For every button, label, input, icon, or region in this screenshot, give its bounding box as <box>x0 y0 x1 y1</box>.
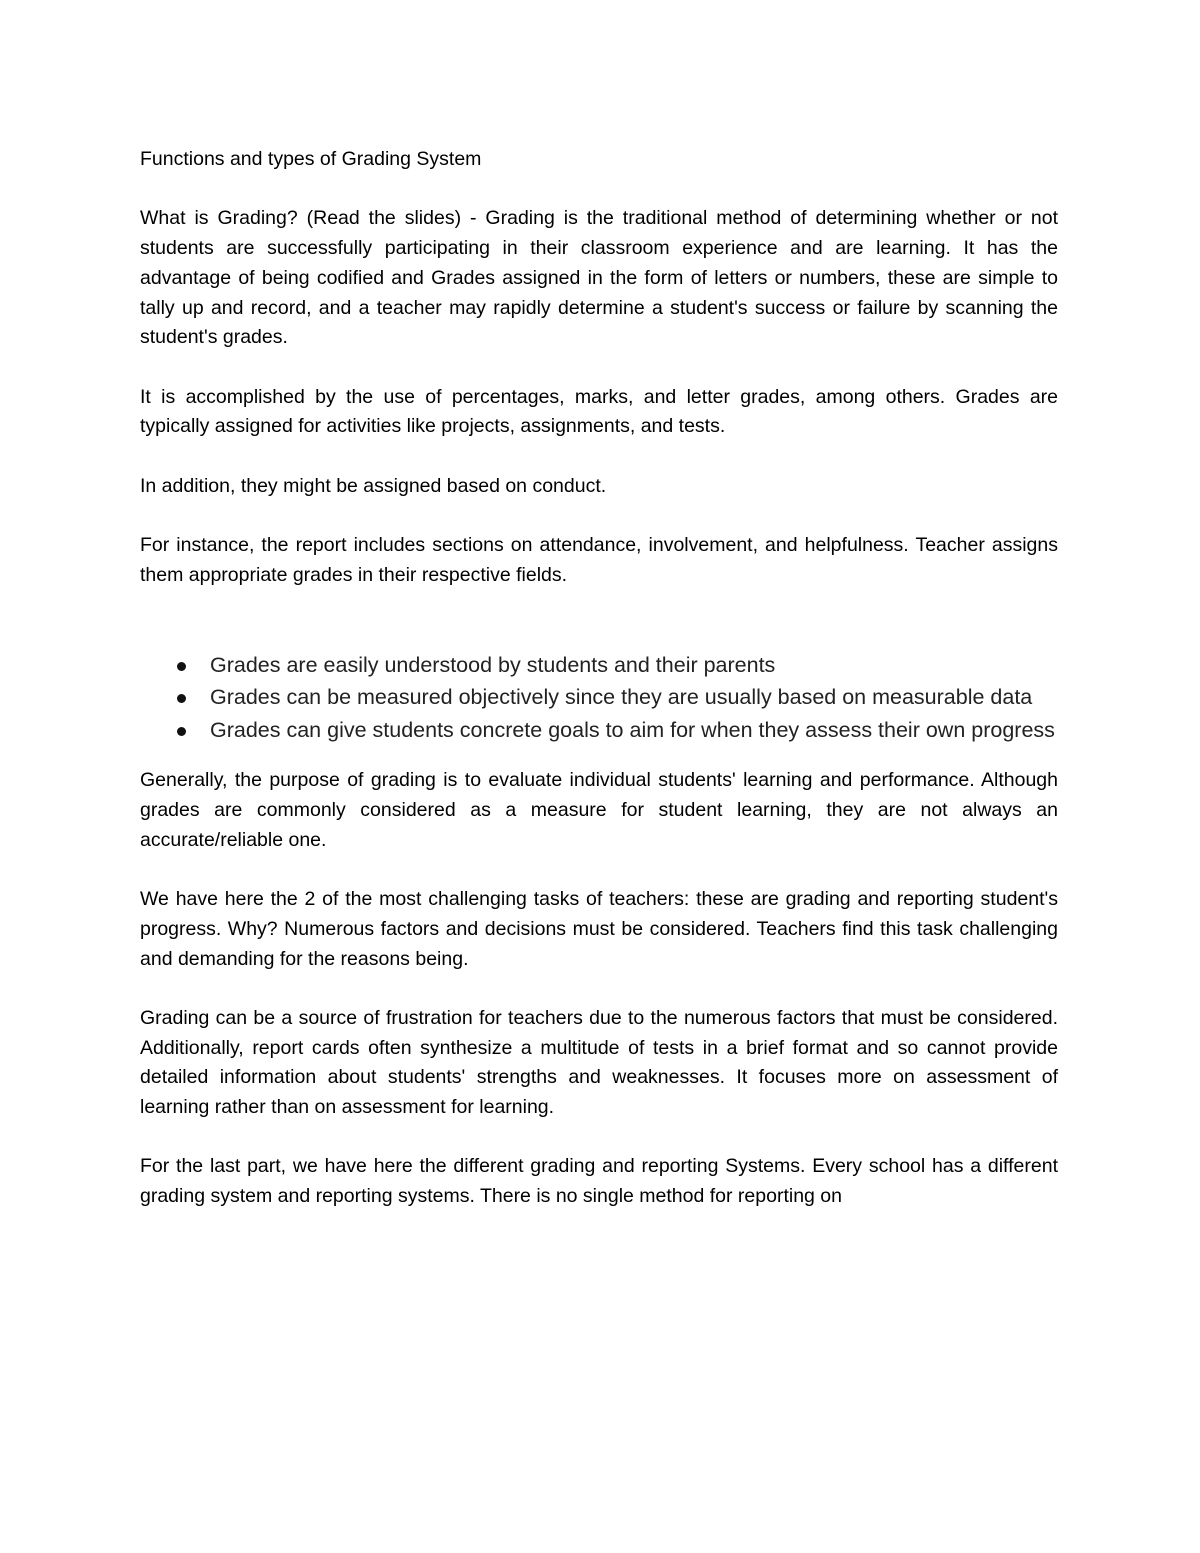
document-title: Functions and types of Grading System <box>140 148 482 170</box>
paragraph-frustration: Grading can be a source of frustration for teachers due to the numerous factors that must be considered. Additionally, report cards often synthesize a multitude of tests in a brief format and so cannot provide detailed information about students' strengths and weaknesses. It focuses more on assessment of learning rather than on assessment for learning. <box>140 1006 1058 1119</box>
document-body <box>140 145 1058 1242</box>
list-item <box>210 715 1058 747</box>
paragraph-report-sections: For instance, the report includes sections on attendance, involvement, and helpfulness. Teacher assigns them appropriate grades in their respective fields. <box>140 534 1058 586</box>
paragraph-conduct: In addition, they might be assigned based on conduct. <box>140 474 607 497</box>
advantages-list <box>140 650 1058 747</box>
bullet-icon <box>177 662 186 671</box>
bullet-icon <box>177 727 186 736</box>
list-item-text: Grades can be measured objectively since they are usually based on measurable data <box>210 685 1033 710</box>
paragraph-what-is-grading: What is Grading? (Read the slides) - Grading is the traditional method of determining whether or not students are successfully participating in their classroom experience and are learning. It has the advantage of being codified and Grades assigned in the form of letters or numbers, these are simple to tally up and record, and a teacher may rapidly determine a student's success or failure by scanning the student's grades. <box>140 207 1058 349</box>
paragraph-challenging-tasks: We have here the 2 of the most challenging tasks of teachers: these are grading and reporting student's progress. Why? Numerous factors and decisions must be considered. Teachers find this task challenging and demanding for the reasons being. <box>140 888 1058 970</box>
paragraph-purpose-of-grading: Generally, the purpose of grading is to evaluate individual students' learning and performance. Although grades are commonly considered as a measure for student learning, they are not always an accurate/reliable one. <box>140 769 1058 851</box>
empty-line <box>140 620 1058 650</box>
list-item <box>210 682 1058 714</box>
list-item-text: Grades are easily understood by students and their parents <box>210 652 776 677</box>
paragraph-how-accomplished: It is accomplished by the use of percentages, marks, and letter grades, among others. Grades are typically assigned for activities like projects, assignments, and tests. <box>140 385 1058 438</box>
paragraph-grading-systems: For the last part, we have here the different grading and reporting Systems. Every school has a different grading system and reporting systems. There is no single method for reporting on <box>140 1155 1058 1208</box>
list-item <box>210 650 1058 682</box>
bullet-icon <box>177 694 186 703</box>
list-item-text: Grades can give students concrete goals to aim for when they assess their own progress <box>210 717 1055 742</box>
